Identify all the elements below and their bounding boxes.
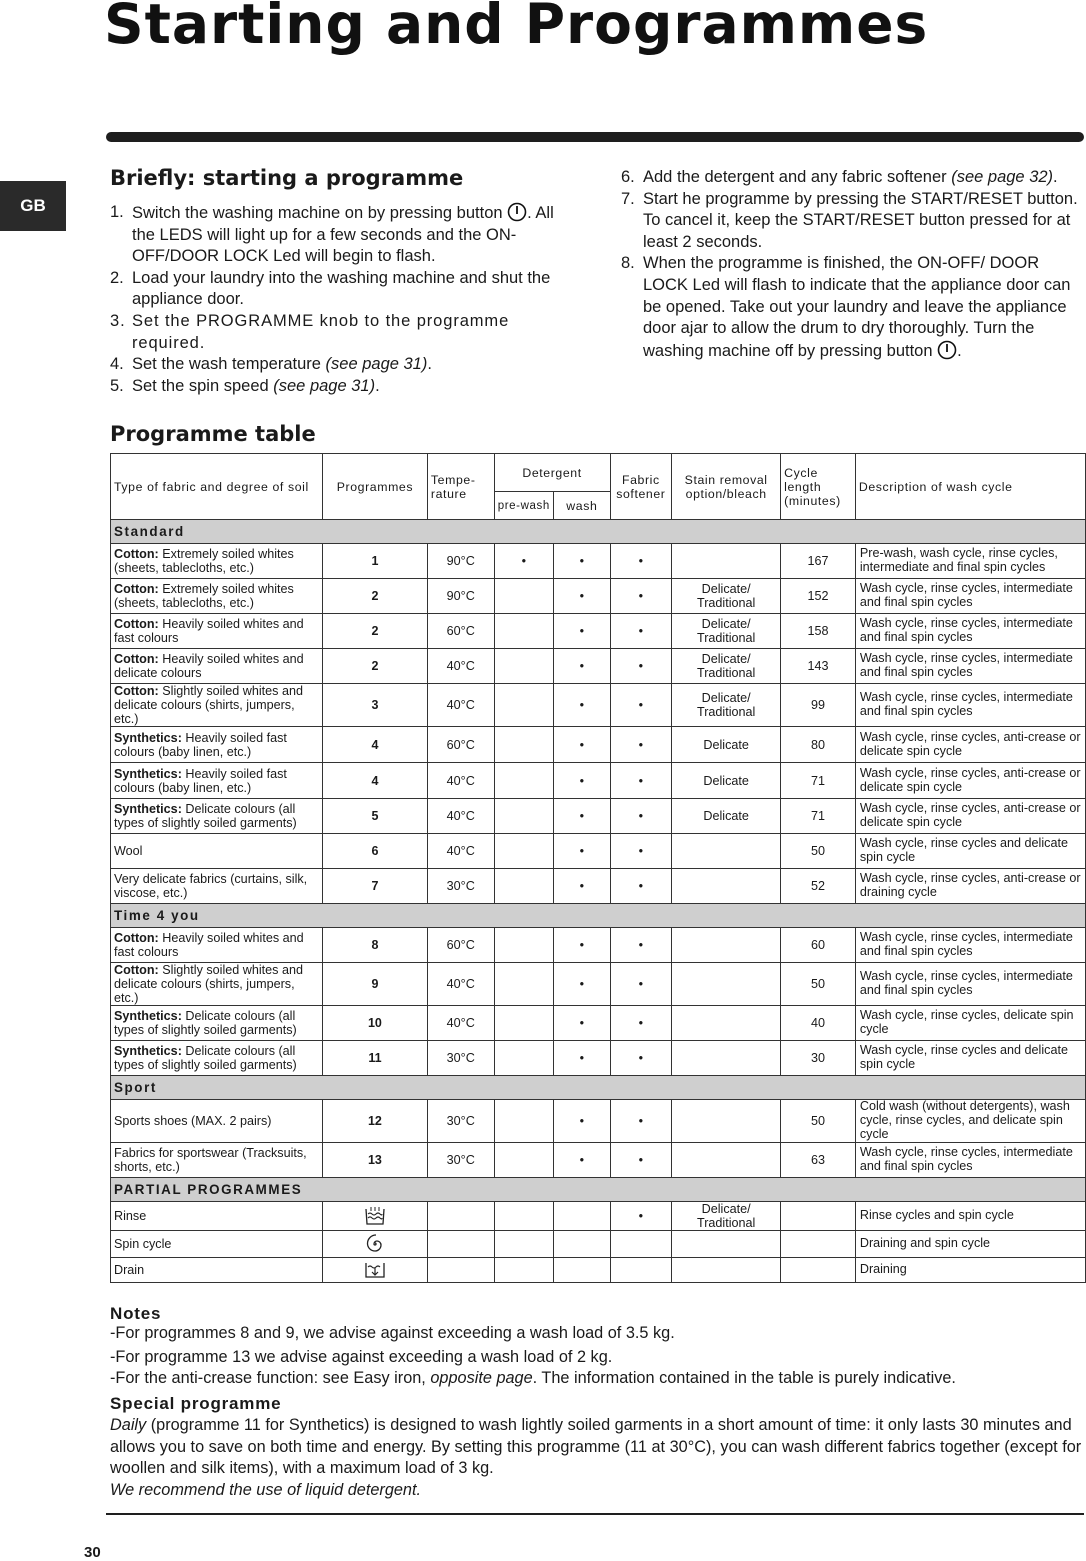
softener-cell (610, 1231, 672, 1258)
fabric-cell: Rinse (111, 1202, 323, 1231)
prewash-cell (494, 649, 554, 684)
stain-cell: Delicate/ Traditional (672, 649, 781, 684)
temperature-cell: 60°C (427, 928, 494, 963)
stain-cell (672, 1100, 781, 1143)
softener-cell: • (610, 834, 672, 869)
cycle-length-cell: 60 (781, 928, 856, 963)
wash-cell: • (554, 869, 611, 904)
prewash-cell (494, 727, 554, 763)
prewash-cell (494, 834, 554, 869)
stain-cell: Delicate (672, 763, 781, 799)
prewash-cell (494, 1258, 554, 1283)
stain-cell: Delicate/ Traditional (672, 614, 781, 649)
step-2: 2. Load your laundry into the washing machine and shut the appliance door. (110, 268, 551, 309)
prewash-cell (494, 869, 554, 904)
softener-cell: • (610, 727, 672, 763)
description-cell: Wash cycle, rinse cycles, anti-crease or delicate spin cycle (855, 727, 1085, 763)
note-line-3: -For the anti-crease function: see Easy iron, opposite page. The information contained in the table is purely indicative. (110, 1369, 956, 1388)
cycle-length-cell: 158 (781, 614, 856, 649)
description-cell: Cold wash (without detergents), wash cycle, rinse cycles, and delicate spin cycle (855, 1100, 1085, 1143)
fabric-cell: Fabrics for sportswear (Tracksuits, shorts, etc.) (111, 1143, 323, 1178)
table-row (111, 1100, 1086, 1143)
section-row (111, 520, 1086, 544)
cycle-length-cell: 80 (781, 727, 856, 763)
programme-number: 5 (322, 799, 427, 834)
rinse-icon (322, 1202, 427, 1231)
stain-cell: Delicate (672, 799, 781, 834)
description-cell: Wash cycle, rinse cycles, delicate spin cycle (855, 1006, 1085, 1041)
temperature-cell (427, 1202, 494, 1231)
table-row (111, 614, 1086, 649)
stain-cell (672, 963, 781, 1006)
table-row (111, 727, 1086, 763)
temperature-cell: 40°C (427, 1006, 494, 1041)
table-row (111, 1202, 1086, 1231)
programme-number: 9 (322, 963, 427, 1006)
description-cell: Wash cycle, rinse cycles, anti-crease or delicate spin cycle (855, 763, 1085, 799)
power-icon (937, 340, 957, 360)
programme-number: 12 (322, 1100, 427, 1143)
temperature-cell: 30°C (427, 1143, 494, 1178)
wash-cell: • (554, 1143, 611, 1178)
header-wash: wash (554, 492, 611, 520)
table-row (111, 544, 1086, 579)
step-3: 3. Set the PROGRAMME knob to the programme required. (110, 311, 510, 352)
cycle-length-cell: 50 (781, 1100, 856, 1143)
cycle-length-cell: 71 (781, 763, 856, 799)
prewash-cell (494, 1006, 554, 1041)
cycle-length-cell (781, 1202, 856, 1231)
header-programmes: Programmes (322, 454, 427, 520)
table-row (111, 684, 1086, 727)
softener-cell: • (610, 649, 672, 684)
header-description: Description of wash cycle (855, 454, 1085, 520)
temperature-cell (427, 1258, 494, 1283)
softener-cell: • (610, 579, 672, 614)
temperature-cell: 40°C (427, 834, 494, 869)
temperature-cell: 30°C (427, 869, 494, 904)
temperature-cell: 60°C (427, 727, 494, 763)
programme-number: 8 (322, 928, 427, 963)
stain-cell (672, 1258, 781, 1283)
temperature-cell: 40°C (427, 649, 494, 684)
recommend-text: We recommend the use of liquid detergent. (110, 1480, 422, 1499)
fabric-cell: Very delicate fabrics (curtains, silk, viscose, etc.) (111, 869, 323, 904)
table-row (111, 763, 1086, 799)
programme-number: 3 (322, 684, 427, 727)
section-title: Time 4 you (111, 904, 1086, 928)
notes-text (110, 1323, 1086, 1390)
softener-cell: • (610, 928, 672, 963)
wash-cell: • (554, 579, 611, 614)
programme-table-heading: Programme table (110, 422, 316, 446)
table-row (111, 649, 1086, 684)
wash-cell: • (554, 649, 611, 684)
temperature-cell: 60°C (427, 614, 494, 649)
wash-cell: • (554, 763, 611, 799)
table-row (111, 869, 1086, 904)
temperature-cell (427, 1231, 494, 1258)
wash-cell (554, 1258, 611, 1283)
softener-cell: • (610, 1006, 672, 1041)
prewash-cell (494, 614, 554, 649)
stain-cell (672, 928, 781, 963)
section-row (111, 1178, 1086, 1202)
step-4: 4. Set the wash temperature (see page 31). (110, 355, 432, 374)
cycle-length-cell: 167 (781, 544, 856, 579)
wash-cell: • (554, 963, 611, 1006)
cycle-length-cell: 52 (781, 869, 856, 904)
fabric-cell: Synthetics: Heavily soiled fast colours (baby linen, etc.) (111, 763, 323, 799)
stain-cell (672, 1041, 781, 1076)
temperature-cell: 30°C (427, 1100, 494, 1143)
stain-cell (672, 1231, 781, 1258)
softener-cell: • (610, 684, 672, 727)
header-cycle-length: Cycle length (minutes) (781, 454, 856, 520)
cycle-length-cell: 152 (781, 579, 856, 614)
table-row (111, 1231, 1086, 1258)
temperature-cell: 40°C (427, 684, 494, 727)
note-line-2: -For programme 13 we advise against exceeding a wash load of 2 kg. (110, 1347, 613, 1366)
description-cell: Wash cycle, rinse cycles, intermediate and final spin cycles (855, 684, 1085, 727)
cycle-length-cell: 71 (781, 799, 856, 834)
wash-cell: • (554, 834, 611, 869)
stain-cell (672, 834, 781, 869)
softener-cell: • (610, 963, 672, 1006)
header-stain: Stain removal option/bleach (672, 454, 781, 520)
fabric-cell: Wool (111, 834, 323, 869)
prewash-cell (494, 684, 554, 727)
stain-cell: Delicate/ Traditional (672, 1202, 781, 1231)
table-row (111, 1041, 1086, 1076)
title-rule (106, 132, 1084, 142)
prewash-cell (494, 963, 554, 1006)
softener-cell: • (610, 1202, 672, 1231)
stain-cell: Delicate/ Traditional (672, 684, 781, 727)
section-title: Standard (111, 520, 1086, 544)
cycle-length-cell: 50 (781, 963, 856, 1006)
description-cell: Draining and spin cycle (855, 1231, 1085, 1258)
softener-cell: • (610, 614, 672, 649)
description-cell: Wash cycle, rinse cycles, intermediate and final spin cycles (855, 579, 1085, 614)
temperature-cell: 30°C (427, 1041, 494, 1076)
programme-number: 10 (322, 1006, 427, 1041)
temperature-cell: 40°C (427, 799, 494, 834)
table-row (111, 1006, 1086, 1041)
programme-number: 1 (322, 544, 427, 579)
description-cell: Rinse cycles and spin cycle (855, 1202, 1085, 1231)
fabric-cell: Synthetics: Delicate colours (all types of slightly soiled garments) (111, 1006, 323, 1041)
description-cell: Wash cycle, rinse cycles and delicate spin cycle (855, 834, 1085, 869)
section-title: PARTIAL PROGRAMMES (111, 1178, 1086, 1202)
wash-cell: • (554, 684, 611, 727)
table-row (111, 834, 1086, 869)
prewash-cell (494, 579, 554, 614)
programme-number: 13 (322, 1143, 427, 1178)
bottom-rule (106, 1513, 1084, 1515)
softener-cell: • (610, 763, 672, 799)
special-heading: Special programme (110, 1394, 282, 1413)
prewash-cell (494, 928, 554, 963)
description-cell: Wash cycle, rinse cycles, anti-crease or draining cycle (855, 869, 1085, 904)
description-cell: Wash cycle, rinse cycles, intermediate and final spin cycles (855, 963, 1085, 1006)
prewash-cell (494, 763, 554, 799)
steps-right (621, 167, 1081, 362)
cycle-length-cell: 50 (781, 834, 856, 869)
fabric-cell: Sports shoes (MAX. 2 pairs) (111, 1100, 323, 1143)
prewash-cell (494, 1100, 554, 1143)
programme-number: 2 (322, 579, 427, 614)
temperature-cell: 90°C (427, 544, 494, 579)
cycle-length-cell: 99 (781, 684, 856, 727)
table-row (111, 928, 1086, 963)
temperature-cell: 40°C (427, 763, 494, 799)
step-1: 1. Switch the washing machine on by pressing button . All the LEDS will light up for a few seconds and the ON-OFF/DOOR LOCK Led will begin to flash. (110, 203, 554, 266)
description-cell: Wash cycle, rinse cycles, intermediate and final spin cycles (855, 928, 1085, 963)
note-line-1: -For programmes 8 and 9, we advise against exceeding a wash load of 3.5 kg. (110, 1324, 675, 1342)
fabric-cell: Drain (111, 1258, 323, 1283)
fabric-cell: Cotton: Heavily soiled whites and delicate colours (111, 649, 323, 684)
fabric-cell: Synthetics: Delicate colours (all types of slightly soiled garments) (111, 799, 323, 834)
programme-number: 2 (322, 649, 427, 684)
drain-icon (322, 1258, 427, 1283)
softener-cell: • (610, 1041, 672, 1076)
programme-number: 6 (322, 834, 427, 869)
stain-cell (672, 869, 781, 904)
cycle-length-cell (781, 1231, 856, 1258)
prewash-cell (494, 1041, 554, 1076)
cycle-length-cell: 30 (781, 1041, 856, 1076)
wash-cell: • (554, 1100, 611, 1143)
step-8: 8. When the programme is finished, the ON-OFF/ DOOR LOCK Led will flash to indicate that the appliance door can be opened. Take out your laundry and leave the appliance door ajar to allow the drum to dry thoroughly. Turn the washing machine off by pressing button . (621, 254, 1071, 360)
step-5: 5. Set the spin speed (see page 31). (110, 376, 380, 395)
wash-cell: • (554, 614, 611, 649)
programme-table (110, 453, 1086, 1283)
stain-cell (672, 1006, 781, 1041)
prewash-cell (494, 799, 554, 834)
header-softener: Fabric softener (610, 454, 672, 520)
page-title: Starting and Programmes (104, 0, 929, 56)
programme-number: 11 (322, 1041, 427, 1076)
programme-number: 4 (322, 727, 427, 763)
programme-table-body (111, 520, 1086, 1283)
softener-cell: • (610, 544, 672, 579)
section-row (111, 904, 1086, 928)
description-cell: Wash cycle, rinse cycles, intermediate and final spin cycles (855, 649, 1085, 684)
table-row (111, 1143, 1086, 1178)
table-row (111, 579, 1086, 614)
softener-cell: • (610, 1143, 672, 1178)
header-detergent: Detergent (494, 454, 610, 492)
power-icon (507, 202, 527, 222)
page-number: 30 (84, 1544, 101, 1561)
wash-cell: • (554, 1041, 611, 1076)
description-cell: Pre-wash, wash cycle, rinse cycles, intermediate and final spin cycles (855, 544, 1085, 579)
section-row (111, 1076, 1086, 1100)
wash-cell: • (554, 799, 611, 834)
stain-cell (672, 1143, 781, 1178)
description-cell: Wash cycle, rinse cycles, anti-crease or delicate spin cycle (855, 799, 1085, 834)
stain-cell: Delicate/ Traditional (672, 579, 781, 614)
prewash-cell (494, 1202, 554, 1231)
special-text: Daily (programme 11 for Synthetics) is designed to wash lightly soiled garments in a short amount of time: it only lasts 30 minutes and allows you to save on both time and energy. By setting this programme (11 at 30°C), you can wash different fabrics together (except for woollen and silk items), with a maximum load of 3 kg. We recommend the use of liquid detergent. (110, 1416, 1082, 1499)
stain-cell: Delicate (672, 727, 781, 763)
section-title: Sport (111, 1076, 1086, 1100)
description-cell: Wash cycle, rinse cycles and delicate spin cycle (855, 1041, 1085, 1076)
fabric-cell: Cotton: Slightly soiled whites and delicate colours (shirts, jumpers, etc.) (111, 684, 323, 727)
description-cell: Wash cycle, rinse cycles, intermediate and final spin cycles (855, 614, 1085, 649)
step-7: 7. Start he programme by pressing the START/RESET button. To cancel it, keep the START/RESET button pressed for at least 2 seconds. (621, 189, 1078, 251)
fabric-cell: Cotton: Slightly soiled whites and delicate colours (shirts, jumpers, etc.) (111, 963, 323, 1006)
temperature-cell: 90°C (427, 579, 494, 614)
cycle-length-cell: 40 (781, 1006, 856, 1041)
softener-cell: • (610, 1100, 672, 1143)
prewash-cell (494, 1143, 554, 1178)
wash-cell (554, 1231, 611, 1258)
description-cell: Draining (855, 1258, 1085, 1283)
fabric-cell: Cotton: Extremely soiled whites (sheets, tablecloths, etc.) (111, 544, 323, 579)
fabric-cell: Cotton: Heavily soiled whites and fast colours (111, 614, 323, 649)
language-tab: GB (0, 181, 66, 231)
softener-cell (610, 1258, 672, 1283)
table-row (111, 799, 1086, 834)
prewash-cell: • (494, 544, 554, 579)
table-row (111, 963, 1086, 1006)
cycle-length-cell (781, 1258, 856, 1283)
temperature-cell: 40°C (427, 963, 494, 1006)
programme-number: 4 (322, 763, 427, 799)
cycle-length-cell: 63 (781, 1143, 856, 1178)
header-prewash: pre-wash (494, 492, 554, 520)
header-fabric: Type of fabric and degree of soil (111, 454, 323, 520)
step-6: 6. Add the detergent and any fabric softener (see page 32). (621, 168, 1058, 186)
briefly-heading: Briefly: starting a programme (110, 166, 464, 190)
header-temperature: Tempe-rature (427, 454, 494, 520)
programme-number: 7 (322, 869, 427, 904)
description-cell: Wash cycle, rinse cycles, intermediate and final spin cycles (855, 1143, 1085, 1178)
stain-cell (672, 544, 781, 579)
cycle-length-cell: 143 (781, 649, 856, 684)
fabric-cell: Cotton: Extremely soiled whites (sheets, tablecloths, etc.) (111, 579, 323, 614)
softener-cell: • (610, 799, 672, 834)
steps-left (110, 202, 570, 397)
programme-number: 2 (322, 614, 427, 649)
wash-cell: • (554, 1006, 611, 1041)
wash-cell (554, 1202, 611, 1231)
notes-heading: Notes (110, 1304, 162, 1323)
softener-cell: • (610, 869, 672, 904)
fabric-cell: Synthetics: Heavily soiled fast colours (baby linen, etc.) (111, 727, 323, 763)
prewash-cell (494, 1231, 554, 1258)
wash-cell: • (554, 727, 611, 763)
fabric-cell: Spin cycle (111, 1231, 323, 1258)
spin-icon (322, 1231, 427, 1258)
fabric-cell: Cotton: Heavily soiled whites and fast colours (111, 928, 323, 963)
wash-cell: • (554, 544, 611, 579)
fabric-cell: Synthetics: Delicate colours (all types of slightly soiled garments) (111, 1041, 323, 1076)
wash-cell: • (554, 928, 611, 963)
table-row (111, 1258, 1086, 1283)
